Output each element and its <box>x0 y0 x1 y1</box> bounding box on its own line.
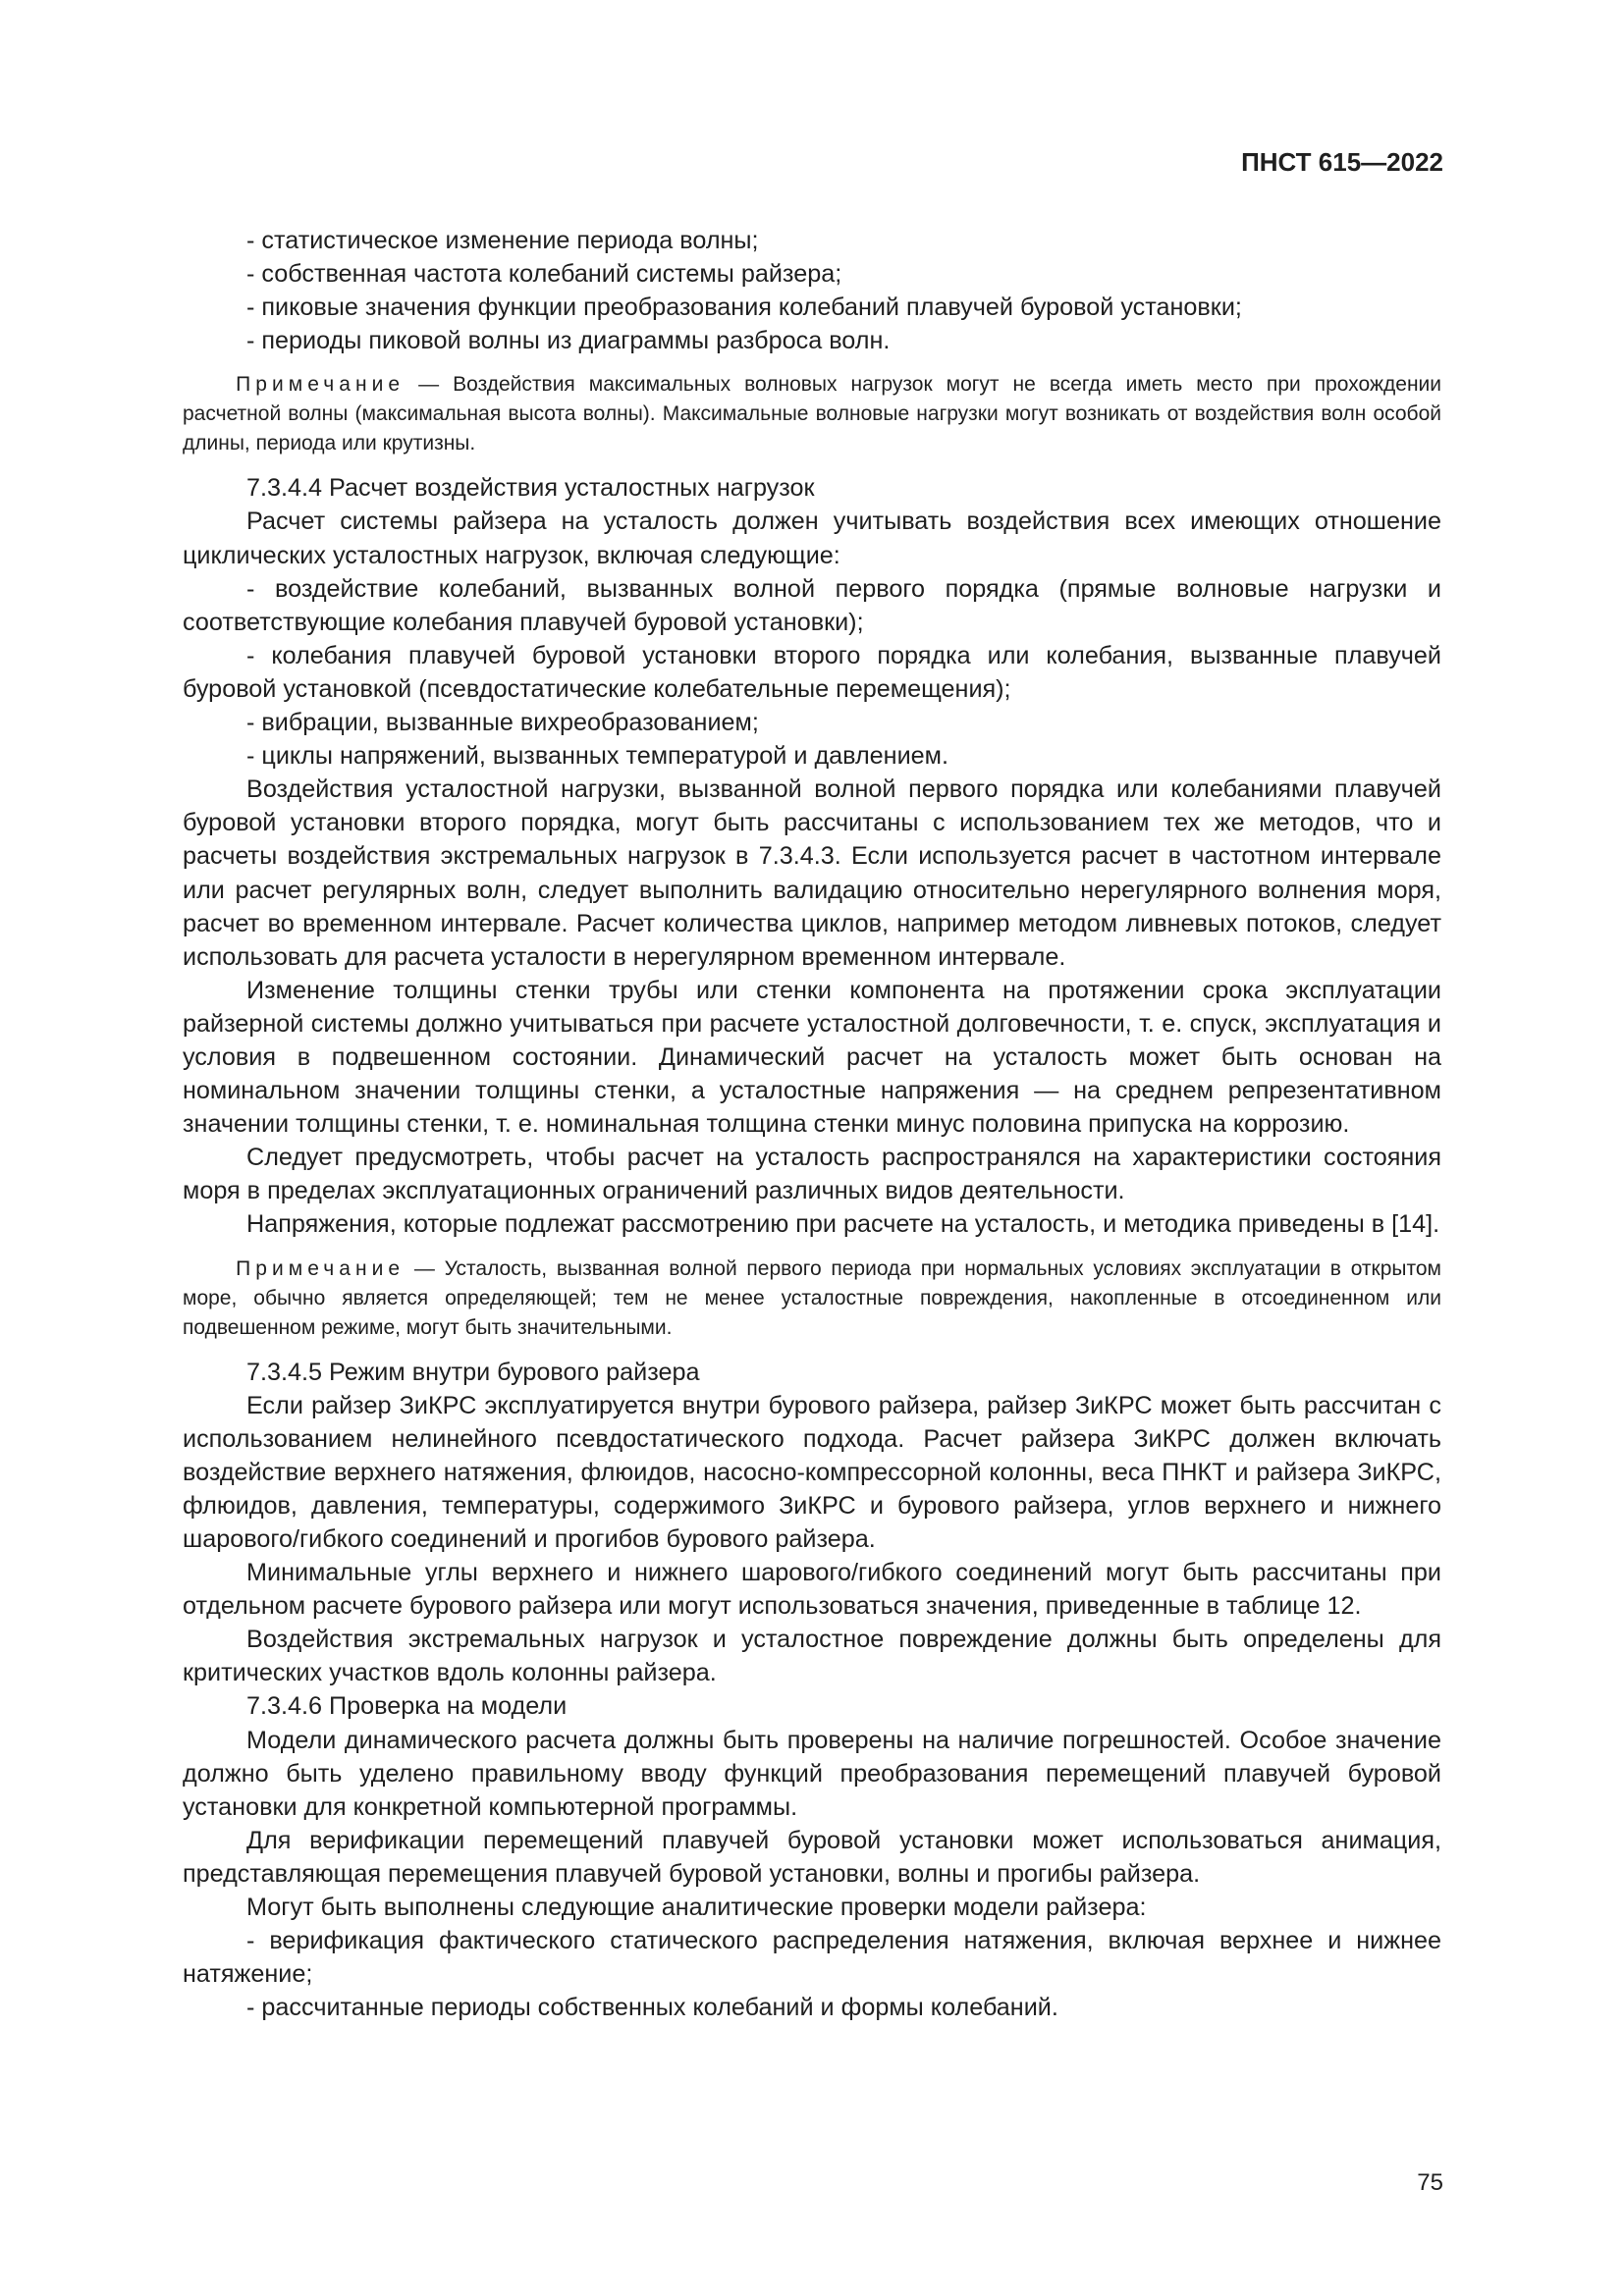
list-item: - верификация фактического статического распределения натяжения, включая верхнее и нижнее натяжение; <box>183 1927 1441 1989</box>
note-label: Примечание <box>236 1256 406 1280</box>
paragraph: Воздействия усталостной нагрузки, вызванной волной первого порядка или колебаниями плавучей буровой установки второго порядка, могут быть рассчитаны с использованием тех же методов, что и расчеты воздействия экстремальных нагрузок в 7.3.4.3. Если используется расчет в частотном интервале или расчет регулярных волн, следует выполнить валидацию относительно нерегулярного волнения моря, расчет во временном интервале. Расчет количества циклов, например методом ливневых потоков, следует использовать для расчета усталости в нерегулярном временном интервале. <box>183 775 1441 971</box>
list-item: - рассчитанные периоды собственных колебаний и формы колебаний. <box>246 1994 1058 2022</box>
list-item: - колебания плавучей буровой установки второго порядка или колебания, вызванные плавучей буровой установкой (псевдостатические колебательные перемещения); <box>183 641 1441 703</box>
note-paragraph <box>183 1255 1441 1343</box>
paragraph: Напряжения, которые подлежат рассмотрению при расчете на усталость, и методика приведены в [14]. <box>246 1210 1440 1239</box>
section-heading: 7.3.4.6 Проверка на модели <box>246 1692 568 1721</box>
paragraph: Следует предусмотреть, чтобы расчет на усталость распространялся на характеристики состояния моря в пределах эксплуатационных ограничений различных видов деятельности. <box>183 1144 1441 1205</box>
list-item: - собственная частота колебаний системы райзера; <box>246 260 842 289</box>
page-body <box>183 224 1441 2024</box>
document-id: ПНСТ 615—2022 <box>1241 147 1443 177</box>
list-item: - статистическое изменение периода волны; <box>246 227 759 254</box>
paragraph: Воздействия экстремальных нагрузок и усталостное повреждение должны быть определены для критических участков вдоль колонны райзера. <box>183 1626 1441 1687</box>
note-label: Примечание <box>236 373 406 397</box>
section-heading: 7.3.4.5 Режим внутри бурового райзера <box>246 1358 700 1386</box>
note-paragraph <box>183 370 1441 458</box>
section-heading: 7.3.4.4 Расчет воздействия усталостных нагрузок <box>246 474 815 503</box>
list-item: - периоды пиковой волны из диаграммы разброса волн. <box>246 327 891 355</box>
paragraph: Минимальные углы верхнего и нижнего шарового/гибкого соединений могут быть рассчитаны при отдельном расчете бурового райзера или могут использоваться значения, приведенные в таблице 12. <box>183 1559 1441 1621</box>
list-item: - вибрации, вызванные вихреобразованием; <box>246 709 759 737</box>
list-item: - циклы напряжений, вызванных температурой и давлением. <box>246 742 948 771</box>
paragraph: Могут быть выполнены следующие аналитические проверки модели райзера: <box>246 1894 1147 1922</box>
list-item: - пиковые значения функции преобразования колебаний плавучей буровой установки; <box>246 294 1242 322</box>
paragraph: Для верификации перемещений плавучей буровой установки может использоваться анимация, представляющая перемещения плавучей буровой установки, волны и прогибы райзера. <box>183 1826 1441 1888</box>
list-item: - воздействие колебаний, вызванных волной первого порядка (прямые волновые нагрузки и соответствующие колебания плавучей буровой установки); <box>183 574 1441 636</box>
paragraph: Изменение толщины стенки трубы или стенки компонента на протяжении срока эксплуатации райзерной системы должно учитываться при расчете усталостной долговечности, т. е. спуск, эксплуатация и условия в подвешенном состоянии. Динамический расчет на усталость может быть основан на номинальном значении толщины стенки, а усталостные напряжения — на среднем репрезентативном значении толщины стенки, т. е. номинальная толщина стенки минус половина припуска на коррозию. <box>183 976 1441 1139</box>
page-number: 75 <box>1417 2169 1443 2196</box>
note-block <box>183 370 1441 458</box>
paragraph: Модели динамического расчета должны быть проверены на наличие погрешностей. Особое значение должно быть уделено правильному вводу функций преобразования перемещений плавучей буровой установки для конкретной компьютерной программы. <box>183 1726 1441 1821</box>
paragraph: Если райзер ЗиКРС эксплуатируется внутри бурового райзера, райзер ЗиКРС может быть рассчитан с использованием нелинейного псевдостатического подхода. Расчет райзера ЗиКРС должен включать воздействие верхнего натяжения, флюидов, насосно-компрессорной колонны, веса ПНКТ и райзера ЗиКРС, флюидов, давления, температуры, содержимого ЗиКРС и бурового райзера, углов верхнего и нижнего шарового/гибкого соединений и прогибов бурового райзера. <box>183 1391 1441 1553</box>
paragraph: Расчет системы райзера на усталость должен учитывать воздействия всех имеющих отношение циклических усталостных нагрузок, включая следующие: <box>183 507 1441 569</box>
note-block <box>183 1255 1441 1343</box>
note-text: — Воздействия максимальных волновых нагрузок могут не всегда иметь место при прохождении расчетной волны (максимальная высота волны). Максимальные волновые нагрузки могут возникать от воздействия волн особой длины, периода или крутизны. <box>183 373 1441 455</box>
note-text: — Усталость, вызванная волной первого периода при нормальных условиях эксплуатации в открытом море, обычно является определяющей; тем не менее усталостные повреждения, накопленные в отсоединенном или подвешенном режиме, могут быть значительными. <box>183 1256 1441 1339</box>
